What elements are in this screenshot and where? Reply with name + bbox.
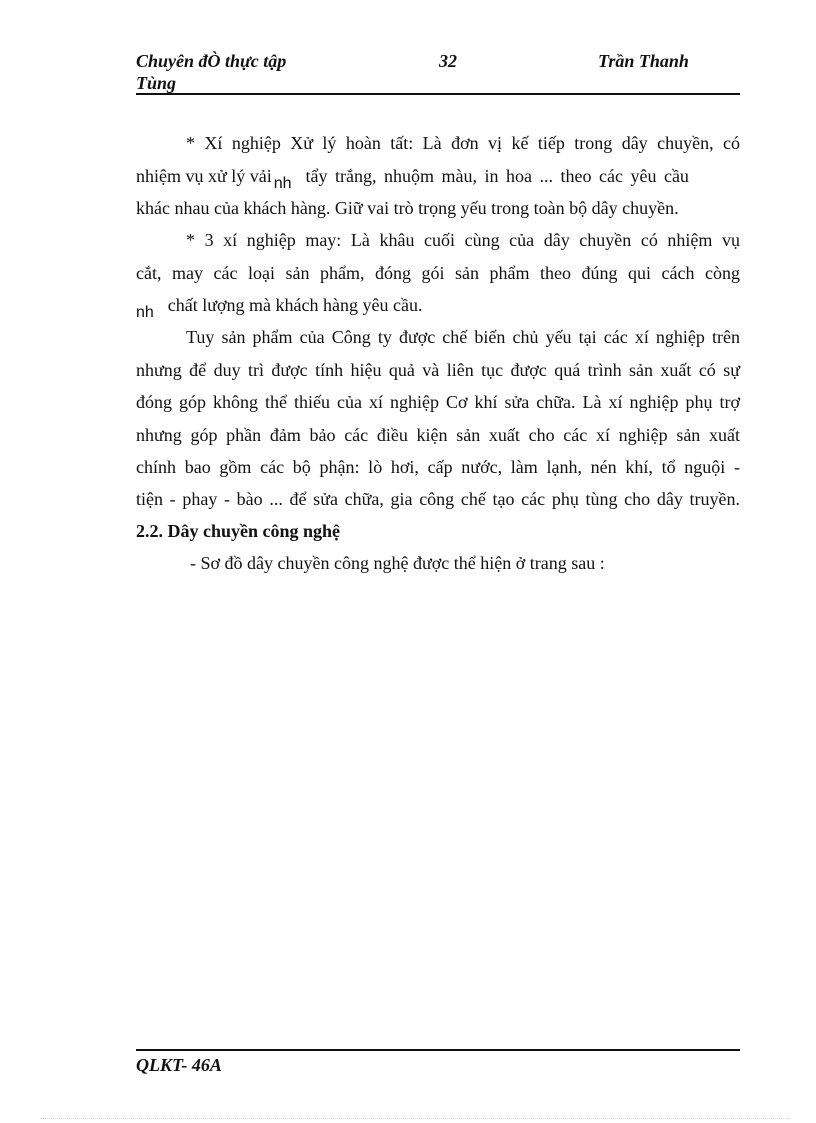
footer-rule [136,1049,740,1051]
page-edge-dots [40,1118,790,1119]
header-author: Trần Thanh [598,51,689,71]
p1-line2-b: tẩy trắng, nhuộm màu, in hoa ... theo các yêu cầu [305,166,689,186]
p3-line6: tiện - phay - bào ... để sửa chữa, gia công chế tạo các phụ tùng cho dây truyền. [136,489,740,509]
header-rule [136,93,740,95]
header-title-line2: Tùng [136,73,177,93]
page-number: 32 [439,51,457,71]
p2-line3-sub: nh [136,304,154,321]
p1-line2-a: nhiệm vụ xử lý vải [136,166,272,186]
p3-line5: chính bao gồm các bộ phận: lò hơi, cấp nước, làm lạnh, nén khí, tổ nguội - [136,457,740,477]
p1-line2-sub: nh [273,175,292,192]
p2-line3-text: chất lượng mà khách hàng yêu cầu. [167,295,423,315]
header-title-line1: Chuyên đÒ thực tập [136,51,287,71]
p1-line3: khác nhau của khách hàng. Giữ vai trò trọng yếu trong toàn bộ dây chuyền. [136,198,679,218]
p1-line1: * Xí nghiệp Xử lý hoàn tất: Là đơn vị kế tiếp trong dây chuyền, có [186,133,740,153]
p2-line2: cắt, may các loại sản phẩm, đóng gói sản phẩm theo đúng qui cách còng [136,263,740,283]
p3-line2: nhưng để duy trì được tính hiệu quả và liên tục được quá trình sản xuất có sự [136,360,740,380]
section-heading: 2.2. Dây chuyền công nghệ [136,521,341,541]
p1-line2 [136,164,740,192]
p2-line1: * 3 xí nghiệp may: Là khâu cuối cùng của dây chuyền có nhiệm vụ [186,230,740,250]
p2-line3 [136,293,740,321]
p3-line3: đóng góp không thể thiếu của xí nghiệp Cơ khí sửa chữa. Là xí nghiệp phụ trợ [136,392,740,412]
p4-line1: - Sơ đồ dây chuyền công nghệ được thể hiện ở trang sau : [190,553,605,573]
footer-code: QLKT- 46A [136,1055,222,1075]
p3-line1: Tuy sản phẩm của Công ty được chế biến chủ yếu tại các xí nghiệp trên [186,327,740,347]
p3-line4: nhưng góp phần đảm bảo các điều kiện sản xuất cho các xí nghiệp sản xuất [136,425,740,445]
header-title [136,50,336,94]
